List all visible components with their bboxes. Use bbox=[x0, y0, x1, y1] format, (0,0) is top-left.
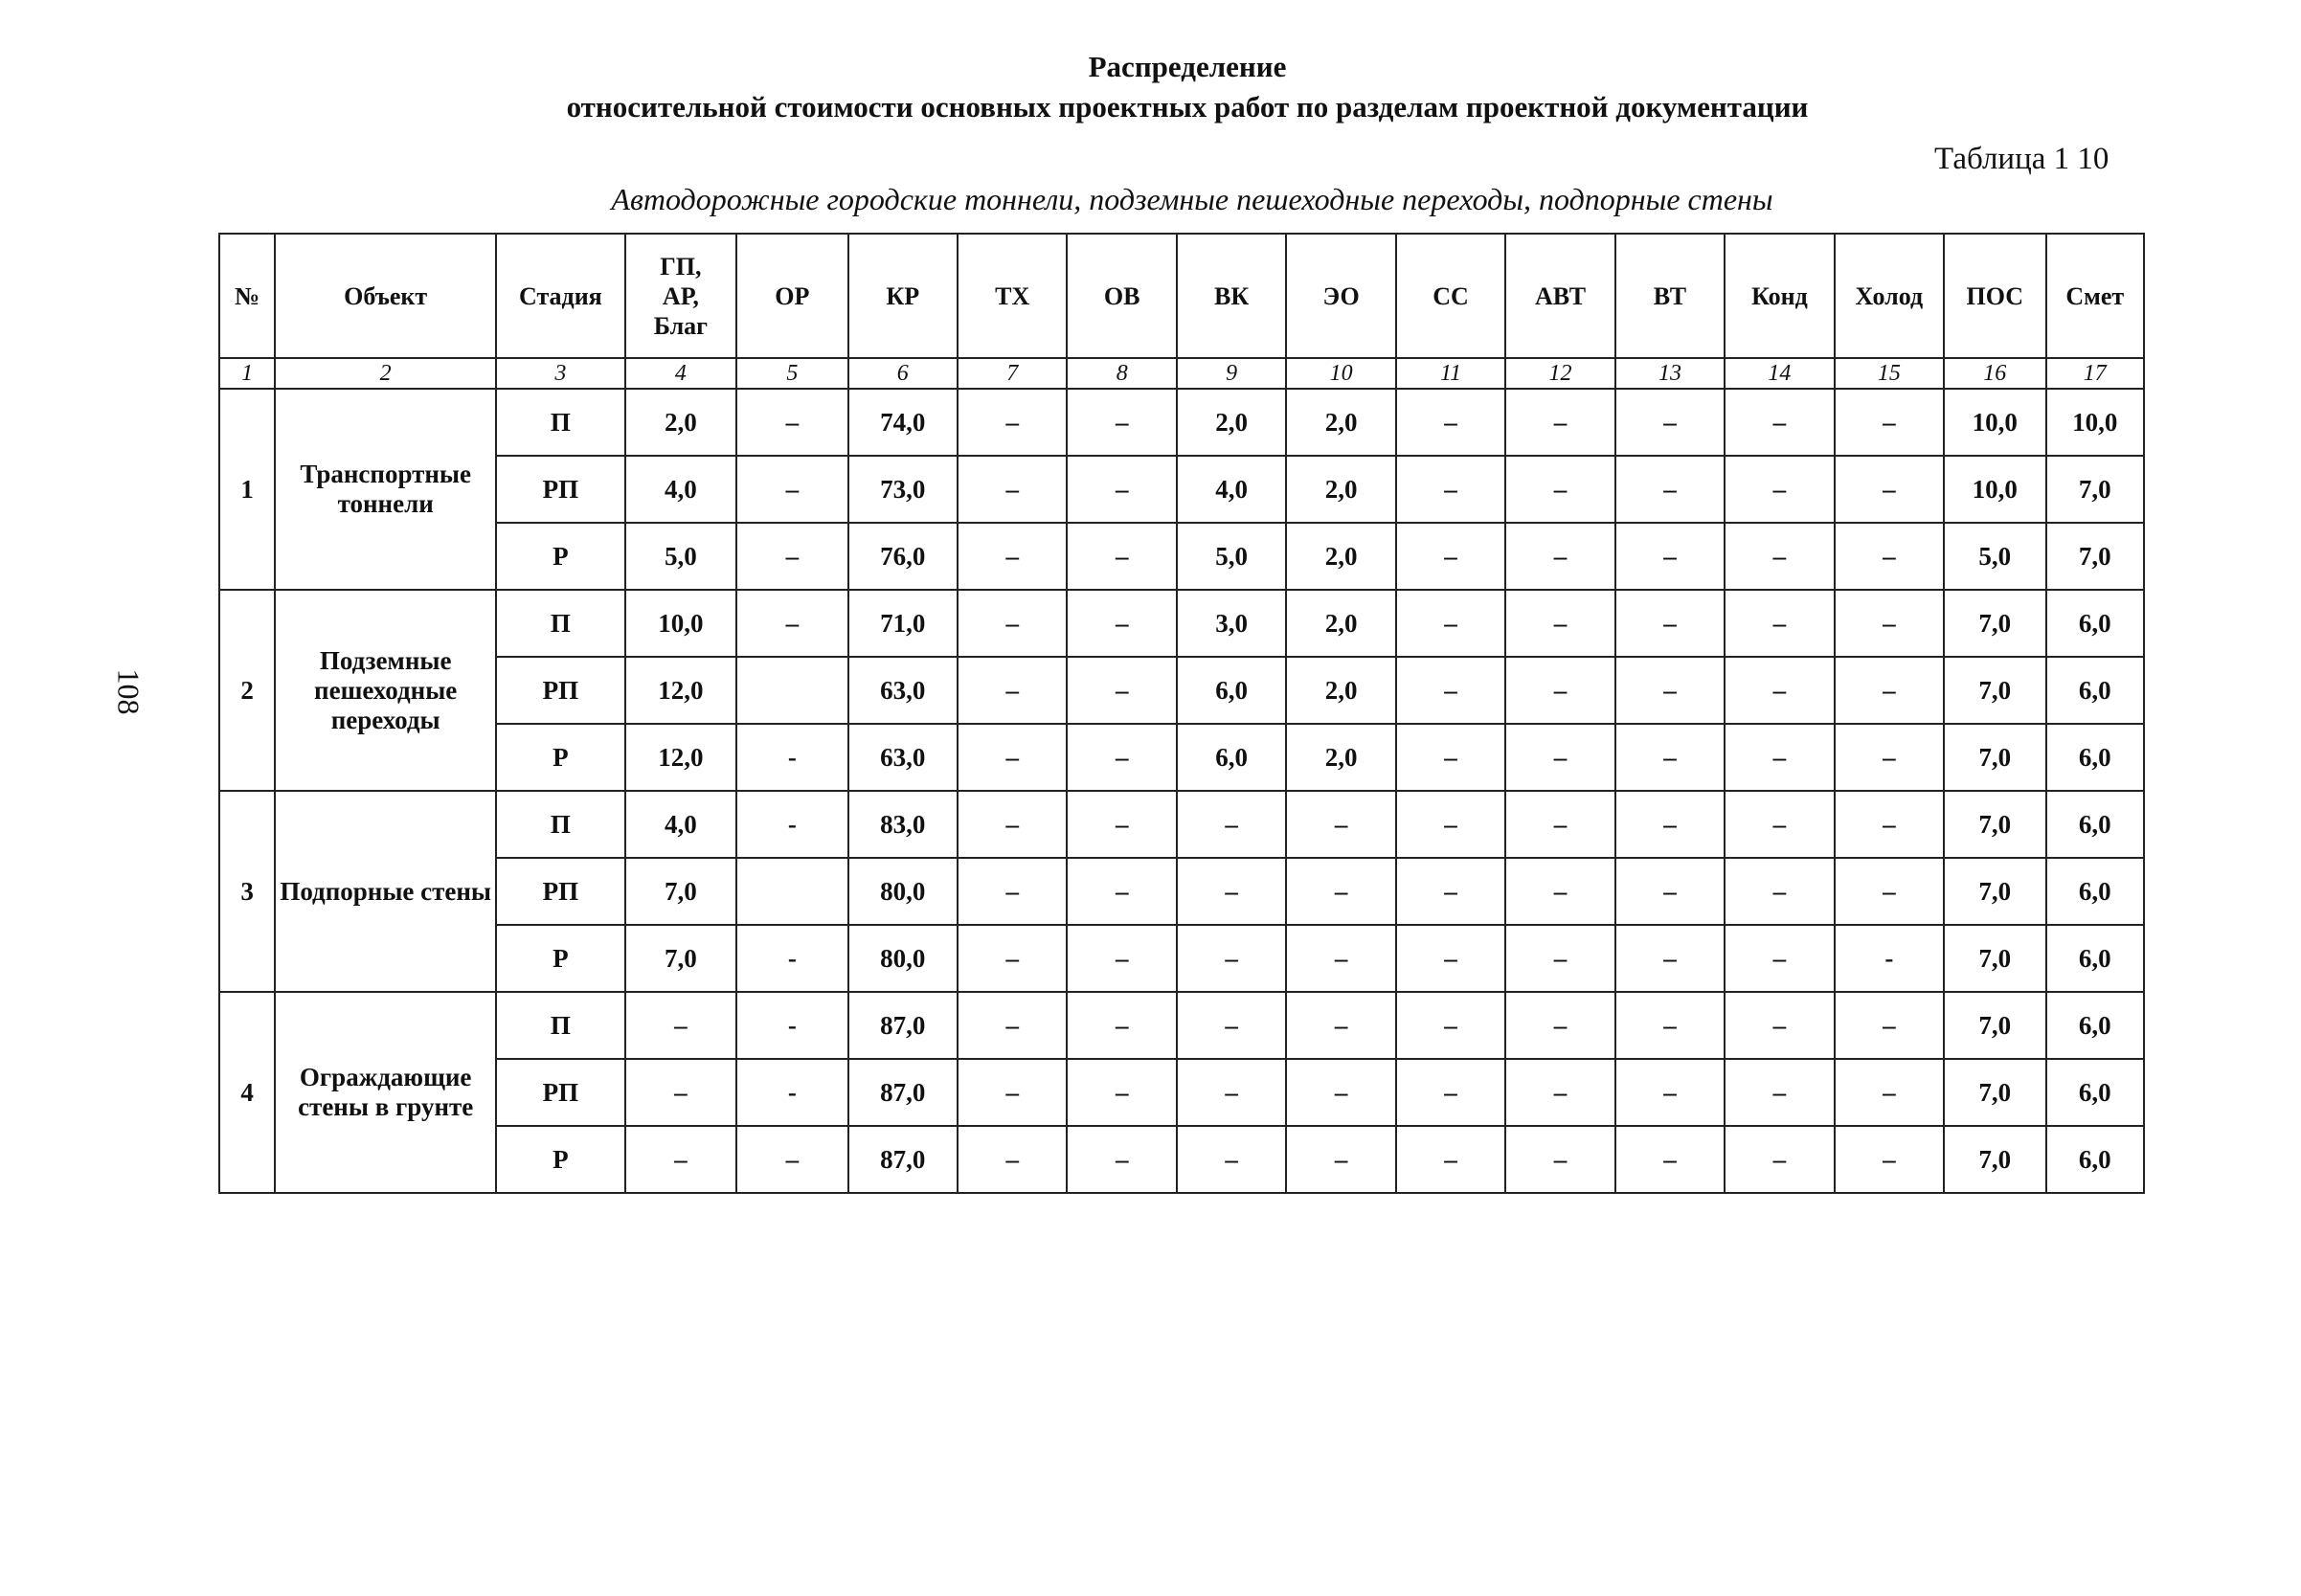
value-cell: – bbox=[1067, 858, 1176, 925]
value-cell: – bbox=[1835, 523, 1944, 590]
value-cell: 76,0 bbox=[848, 523, 958, 590]
value-cell: – bbox=[1067, 925, 1176, 992]
value-cell: – bbox=[1615, 590, 1725, 657]
value-cell: – bbox=[1835, 1126, 1944, 1193]
table-row bbox=[219, 791, 2144, 858]
row-number: 2 bbox=[219, 590, 275, 791]
table-row bbox=[219, 590, 2144, 657]
column-number: 17 bbox=[2046, 358, 2144, 389]
column-number: 11 bbox=[1396, 358, 1505, 389]
column-header: КР bbox=[848, 234, 958, 358]
value-cell bbox=[736, 858, 847, 925]
value-cell: – bbox=[1067, 992, 1176, 1059]
value-cell: – bbox=[1505, 456, 1614, 523]
value-cell: 2,0 bbox=[1286, 456, 1395, 523]
value-cell: – bbox=[1177, 858, 1286, 925]
value-cell: – bbox=[958, 1059, 1067, 1126]
value-cell: – bbox=[1505, 389, 1614, 456]
value-cell: 6,0 bbox=[2046, 992, 2144, 1059]
value-cell: – bbox=[1505, 724, 1614, 791]
value-cell: – bbox=[1615, 657, 1725, 724]
value-cell: – bbox=[1396, 858, 1505, 925]
value-cell: – bbox=[1725, 590, 1834, 657]
value-cell: – bbox=[1505, 858, 1614, 925]
value-cell: – bbox=[1177, 1126, 1286, 1193]
table-row bbox=[219, 992, 2144, 1059]
value-cell: – bbox=[1067, 791, 1176, 858]
value-cell: – bbox=[1615, 389, 1725, 456]
value-cell: - bbox=[1835, 925, 1944, 992]
value-cell: – bbox=[625, 992, 736, 1059]
value-cell: – bbox=[1725, 456, 1834, 523]
value-cell: 7,0 bbox=[1944, 1126, 2045, 1193]
value-cell: 6,0 bbox=[2046, 590, 2144, 657]
value-cell: – bbox=[1067, 389, 1176, 456]
value-cell: – bbox=[1505, 791, 1614, 858]
stage-cell: РП bbox=[496, 858, 625, 925]
object-name: Транспортные тоннели bbox=[275, 389, 496, 590]
column-number: 2 bbox=[275, 358, 496, 389]
value-cell: 7,0 bbox=[1944, 791, 2045, 858]
value-cell: – bbox=[1286, 1126, 1395, 1193]
value-cell: 6,0 bbox=[2046, 724, 2144, 791]
value-cell: – bbox=[1067, 657, 1176, 724]
value-cell: 7,0 bbox=[1944, 858, 2045, 925]
value-cell: – bbox=[1835, 791, 1944, 858]
value-cell: 2,0 bbox=[625, 389, 736, 456]
value-cell: 73,0 bbox=[848, 456, 958, 523]
stage-cell: П bbox=[496, 590, 625, 657]
value-cell: – bbox=[1067, 724, 1176, 791]
value-cell: – bbox=[1725, 523, 1834, 590]
value-cell: 2,0 bbox=[1286, 389, 1395, 456]
value-cell: – bbox=[1177, 1059, 1286, 1126]
value-cell: – bbox=[1725, 657, 1834, 724]
value-cell: – bbox=[1177, 992, 1286, 1059]
value-cell: 12,0 bbox=[625, 724, 736, 791]
value-cell: 5,0 bbox=[1177, 523, 1286, 590]
value-cell: - bbox=[736, 791, 847, 858]
table-row bbox=[219, 1059, 2144, 1126]
value-cell: 12,0 bbox=[625, 657, 736, 724]
value-cell: 2,0 bbox=[1286, 724, 1395, 791]
value-cell: 7,0 bbox=[1944, 657, 2045, 724]
value-cell: – bbox=[1177, 791, 1286, 858]
value-cell: 83,0 bbox=[848, 791, 958, 858]
object-name: Ограждающие стены в грунте bbox=[275, 992, 496, 1193]
value-cell: 4,0 bbox=[1177, 456, 1286, 523]
column-header: Стадия bbox=[496, 234, 625, 358]
value-cell: – bbox=[1286, 992, 1395, 1059]
value-cell: 10,0 bbox=[2046, 389, 2144, 456]
value-cell: – bbox=[958, 523, 1067, 590]
table-row bbox=[219, 724, 2144, 791]
column-header: ТХ bbox=[958, 234, 1067, 358]
stage-cell: П bbox=[496, 389, 625, 456]
value-cell: 6,0 bbox=[1177, 657, 1286, 724]
value-cell: – bbox=[1835, 389, 1944, 456]
value-cell: – bbox=[1615, 992, 1725, 1059]
value-cell: – bbox=[1177, 925, 1286, 992]
value-cell: – bbox=[958, 590, 1067, 657]
value-cell: 5,0 bbox=[1944, 523, 2045, 590]
value-cell: 7,0 bbox=[1944, 1059, 2045, 1126]
value-cell: – bbox=[1396, 1126, 1505, 1193]
column-header: ОВ bbox=[1067, 234, 1176, 358]
column-header: ПОС bbox=[1944, 234, 2045, 358]
value-cell: 2,0 bbox=[1286, 523, 1395, 590]
value-cell: 7,0 bbox=[625, 925, 736, 992]
table-row bbox=[219, 389, 2144, 456]
value-cell: – bbox=[1396, 389, 1505, 456]
column-header: № bbox=[219, 234, 275, 358]
column-header: ВК bbox=[1177, 234, 1286, 358]
value-cell: 6,0 bbox=[2046, 1126, 2144, 1193]
table-row bbox=[219, 456, 2144, 523]
value-cell: 3,0 bbox=[1177, 590, 1286, 657]
value-cell: – bbox=[1505, 590, 1614, 657]
value-cell: 80,0 bbox=[848, 858, 958, 925]
column-number-row bbox=[219, 358, 2144, 389]
value-cell: – bbox=[1835, 456, 1944, 523]
value-cell: – bbox=[736, 456, 847, 523]
value-cell: 74,0 bbox=[848, 389, 958, 456]
table-body bbox=[219, 389, 2144, 1193]
value-cell: – bbox=[1396, 992, 1505, 1059]
value-cell: – bbox=[958, 992, 1067, 1059]
value-cell: – bbox=[1725, 925, 1834, 992]
table-subtitle: Автодорожные городские тоннели, подземные пешеходные переходы, подпорные стены bbox=[611, 182, 1773, 216]
value-cell: 87,0 bbox=[848, 992, 958, 1059]
value-cell: 63,0 bbox=[848, 724, 958, 791]
value-cell: - bbox=[736, 724, 847, 791]
table-row bbox=[219, 858, 2144, 925]
document-title-line1: Распределение bbox=[1088, 50, 1287, 83]
table-number: Таблица 1 10 bbox=[1934, 142, 2109, 176]
value-cell: – bbox=[1396, 456, 1505, 523]
value-cell: – bbox=[1615, 791, 1725, 858]
value-cell: – bbox=[1835, 657, 1944, 724]
value-cell: – bbox=[625, 1059, 736, 1126]
value-cell: – bbox=[1286, 791, 1395, 858]
table-row bbox=[219, 523, 2144, 590]
column-header: ЭО bbox=[1286, 234, 1395, 358]
value-cell: – bbox=[1725, 858, 1834, 925]
stage-cell: Р bbox=[496, 1126, 625, 1193]
value-cell: 7,0 bbox=[1944, 724, 2045, 791]
column-header: ГП, АР, Благ bbox=[625, 234, 736, 358]
value-cell: 4,0 bbox=[625, 456, 736, 523]
value-cell: 6,0 bbox=[2046, 791, 2144, 858]
value-cell: - bbox=[736, 992, 847, 1059]
value-cell: – bbox=[736, 590, 847, 657]
value-cell: – bbox=[1396, 523, 1505, 590]
table-row bbox=[219, 925, 2144, 992]
value-cell: 10,0 bbox=[1944, 389, 2045, 456]
column-header: Конд bbox=[1725, 234, 1834, 358]
value-cell: – bbox=[1725, 1059, 1834, 1126]
column-number: 1 bbox=[219, 358, 275, 389]
value-cell bbox=[736, 657, 847, 724]
value-cell: – bbox=[736, 1126, 847, 1193]
value-cell: – bbox=[1505, 523, 1614, 590]
value-cell: 5,0 bbox=[625, 523, 736, 590]
stage-cell: П bbox=[496, 791, 625, 858]
value-cell: – bbox=[1286, 858, 1395, 925]
object-name: Подпорные стены bbox=[275, 791, 496, 992]
table-row bbox=[219, 657, 2144, 724]
value-cell: – bbox=[1835, 1059, 1944, 1126]
value-cell: – bbox=[1067, 590, 1176, 657]
value-cell: 7,0 bbox=[2046, 523, 2144, 590]
value-cell: – bbox=[958, 791, 1067, 858]
stage-cell: Р bbox=[496, 523, 625, 590]
value-cell: – bbox=[1067, 1126, 1176, 1193]
value-cell: 7,0 bbox=[2046, 456, 2144, 523]
stage-cell: РП bbox=[496, 657, 625, 724]
value-cell: – bbox=[1396, 791, 1505, 858]
column-header: ОР bbox=[736, 234, 847, 358]
value-cell: – bbox=[625, 1126, 736, 1193]
value-cell: – bbox=[1835, 858, 1944, 925]
value-cell: 87,0 bbox=[848, 1059, 958, 1126]
value-cell: - bbox=[736, 925, 847, 992]
value-cell: – bbox=[958, 1126, 1067, 1193]
value-cell: 6,0 bbox=[2046, 1059, 2144, 1126]
column-number: 8 bbox=[1067, 358, 1176, 389]
value-cell: – bbox=[1396, 724, 1505, 791]
value-cell: 6,0 bbox=[2046, 657, 2144, 724]
column-number: 6 bbox=[848, 358, 958, 389]
stage-cell: РП bbox=[496, 456, 625, 523]
header-row bbox=[219, 234, 2144, 358]
row-number: 3 bbox=[219, 791, 275, 992]
stage-cell: РП bbox=[496, 1059, 625, 1126]
column-header: Смет bbox=[2046, 234, 2144, 358]
value-cell: 2,0 bbox=[1286, 590, 1395, 657]
value-cell: – bbox=[958, 657, 1067, 724]
column-number: 3 bbox=[496, 358, 625, 389]
value-cell: – bbox=[1615, 858, 1725, 925]
column-number: 4 bbox=[625, 358, 736, 389]
value-cell: – bbox=[1396, 590, 1505, 657]
table-row bbox=[219, 1126, 2144, 1193]
value-cell: 2,0 bbox=[1286, 657, 1395, 724]
value-cell: 80,0 bbox=[848, 925, 958, 992]
value-cell: 10,0 bbox=[1944, 456, 2045, 523]
row-number: 4 bbox=[219, 992, 275, 1193]
value-cell: 63,0 bbox=[848, 657, 958, 724]
column-number: 5 bbox=[736, 358, 847, 389]
value-cell: – bbox=[1396, 925, 1505, 992]
value-cell: – bbox=[958, 456, 1067, 523]
value-cell: 7,0 bbox=[1944, 590, 2045, 657]
value-cell: – bbox=[1505, 992, 1614, 1059]
value-cell: – bbox=[1396, 1059, 1505, 1126]
value-cell: – bbox=[1725, 791, 1834, 858]
page-number: 108 bbox=[111, 668, 147, 715]
object-name: Подземные пешеходные переходы bbox=[275, 590, 496, 791]
column-number: 9 bbox=[1177, 358, 1286, 389]
value-cell: – bbox=[1725, 389, 1834, 456]
value-cell: 7,0 bbox=[1944, 992, 2045, 1059]
value-cell: – bbox=[1286, 1059, 1395, 1126]
value-cell: 6,0 bbox=[2046, 925, 2144, 992]
value-cell: – bbox=[1615, 1126, 1725, 1193]
value-cell: – bbox=[1505, 657, 1614, 724]
value-cell: 7,0 bbox=[1944, 925, 2045, 992]
value-cell: 4,0 bbox=[625, 791, 736, 858]
stage-cell: П bbox=[496, 992, 625, 1059]
value-cell: 7,0 bbox=[625, 858, 736, 925]
value-cell: – bbox=[1067, 523, 1176, 590]
value-cell: – bbox=[1505, 1126, 1614, 1193]
value-cell: 71,0 bbox=[848, 590, 958, 657]
row-number: 1 bbox=[219, 389, 275, 590]
value-cell: – bbox=[1067, 1059, 1176, 1126]
column-number: 10 bbox=[1286, 358, 1395, 389]
value-cell: – bbox=[1615, 724, 1725, 791]
value-cell: – bbox=[958, 858, 1067, 925]
value-cell: – bbox=[958, 389, 1067, 456]
document-title-line2: относительной стоимости основных проектных работ по разделам проектной документации bbox=[566, 90, 1809, 124]
column-number: 16 bbox=[1944, 358, 2045, 389]
value-cell: – bbox=[1725, 1126, 1834, 1193]
value-cell: – bbox=[1615, 1059, 1725, 1126]
value-cell: 2,0 bbox=[1177, 389, 1286, 456]
value-cell: – bbox=[1835, 590, 1944, 657]
stage-cell: Р bbox=[496, 925, 625, 992]
column-header: Холод bbox=[1835, 234, 1944, 358]
value-cell: – bbox=[736, 523, 847, 590]
value-cell: 10,0 bbox=[625, 590, 736, 657]
value-cell: – bbox=[1835, 992, 1944, 1059]
value-cell: – bbox=[1725, 992, 1834, 1059]
value-cell: – bbox=[1615, 456, 1725, 523]
value-cell: – bbox=[1505, 925, 1614, 992]
value-cell: – bbox=[1835, 724, 1944, 791]
value-cell: – bbox=[1505, 1059, 1614, 1126]
value-cell: – bbox=[958, 925, 1067, 992]
value-cell: – bbox=[1286, 925, 1395, 992]
value-cell: – bbox=[736, 389, 847, 456]
value-cell: – bbox=[958, 724, 1067, 791]
value-cell: 6,0 bbox=[1177, 724, 1286, 791]
value-cell: – bbox=[1396, 657, 1505, 724]
column-number: 15 bbox=[1835, 358, 1944, 389]
column-number: 7 bbox=[958, 358, 1067, 389]
column-number: 14 bbox=[1725, 358, 1834, 389]
stage-cell: Р bbox=[496, 724, 625, 791]
column-header: Объект bbox=[275, 234, 496, 358]
value-cell: – bbox=[1615, 925, 1725, 992]
column-header: СС bbox=[1396, 234, 1505, 358]
value-cell: – bbox=[1615, 523, 1725, 590]
cost-distribution-table bbox=[218, 233, 2145, 1194]
column-header: АВТ bbox=[1505, 234, 1614, 358]
column-number: 12 bbox=[1505, 358, 1614, 389]
value-cell: - bbox=[736, 1059, 847, 1126]
value-cell: 6,0 bbox=[2046, 858, 2144, 925]
column-number: 13 bbox=[1615, 358, 1725, 389]
value-cell: 87,0 bbox=[848, 1126, 958, 1193]
value-cell: – bbox=[1067, 456, 1176, 523]
column-header: ВТ bbox=[1615, 234, 1725, 358]
value-cell: – bbox=[1725, 724, 1834, 791]
